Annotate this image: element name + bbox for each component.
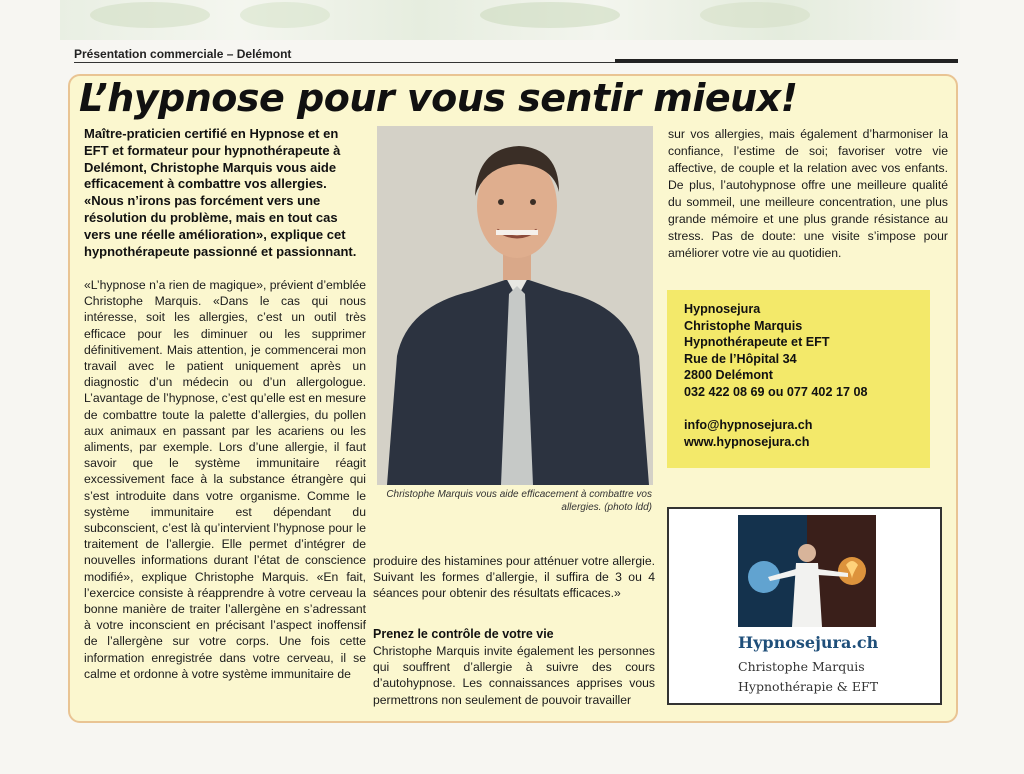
contact-email: info@hypnosejura.ch [684,418,813,432]
contact-name: Christophe Marquis [684,318,803,333]
decorative-foliage-banner [60,0,960,40]
advertisement-box [667,507,942,705]
ad-title: Hypnosejura.ch [738,633,879,652]
contact-phones: 032 422 08 69 ou 077 402 17 08 [684,384,868,399]
contact-street: Rue de l’Hôpital 34 [684,351,797,366]
contact-box [667,290,930,468]
article-body-column-2b: Christophe Marquis invite également les personnes qui souffrent d’allergie à suivre des cours d’autohypnose. Les connaissances apprises vous permettrons non seulement de pouvoir travailler [373,644,655,707]
ad-tagline: Hypnothérapie & EFT [738,679,879,694]
section-kicker: Présentation commerciale – Delémont [74,47,292,61]
contact-city: 2800 Delémont [684,368,773,382]
contact-title: Hypnothérapeute et EFT [684,335,830,349]
contact-business: Hypnosejura [684,302,761,316]
leaf-shape [700,2,810,28]
leaf-shape [240,2,330,28]
article-lede: Maître-praticien certifié en Hypnose et en EFT et formateur pour hypnothérapeute à Delémont, Christophe Marquis vous aide efficacement à combattre vos allergies. «Nous n’irons pas forcément vers une résolution du problème, mais en tout cas vers une réelle amélioration», explique cet hypnothérapeute passionné et passionnant. [84,126,357,259]
article-body-column-3: sur vos allergies, mais également d’harmoniser la confiance, l’estime de soi; favoriser votre vie affective, de couple et la relation avec vos enfants. De plus, l’autohypnose offre une meilleure qualité du sommeil, une meilleure concentration, une plus grande mémoire et une plus grande résistance au stress. Pas de doute: une visite s’impose pour améliorer votre vie au quotidien. [668,127,948,260]
leaf-shape [480,2,620,28]
article-subheading: Prenez le contrôle de votre vie [373,627,554,641]
header-rule-accent [615,59,958,63]
contact-website: www.hypnosejura.ch [684,434,810,449]
portrait-photo [377,126,653,485]
contact-spacer [684,400,930,417]
portrait-illustration [377,126,653,485]
ad-illustration [738,515,876,627]
leaf-shape [90,2,210,28]
photo-caption: Christophe Marquis vous aide efficacement à combattre vos allergies. (photo ldd) [386,489,652,513]
ad-name: Christophe Marquis [738,659,865,674]
article-body-column-2: produire des histamines pour atténuer votre allergie. Suivant les formes d’allergie, il suffira de 3 ou 4 séances pour obtenir des résultats efficaces.» [373,554,655,601]
article-body-column-1: «L’hypnose n’a rien de magique», prévient d’emblée Christophe Marquis. «Dans le cas qui nous intéresse, soit les allergies, c’est un outil très efficace pour les diminuer ou les supprimer définitivement. Mais attention, je commencerai mon travail avec le patient uniquement après un diagnostic d’un médecin ou d’un allergologue. L’avantage de l’hypnose, c’est qu’elle est en mesure de combattre toute la palette d’allergies, du pollen aux animaux en passant par les acariens ou les aliments, par exemple. Lors d’une allergie, il faut savoir que le système immunitaire réagit excessivement face à la substance étrangère qui s’est introduite dans votre organisme. Comme le système immunitaire est dépendant du subconscient, c’est là qu’intervient l’hypnose pour le traitement de l’allergie. Elle permet d’intégrer de nouvelles informations durant l’état de conscience modifié», explique Christophe Marquis. «En fait, l’exercice consiste à réapprendre à votre cerveau la bonne manière de traiter l’allergène en s’adressant à votre inconscient en précisant l’aspect inoffensif de l’allergène sur votre corps. Une fois cette information enregistrée dans votre cerveau, il se calme et ordonne à votre système immunitaire de [84,278,366,681]
ad-artwork [738,515,876,627]
article-headline: L’hypnose pour vous sentir mieux! [79,76,798,120]
